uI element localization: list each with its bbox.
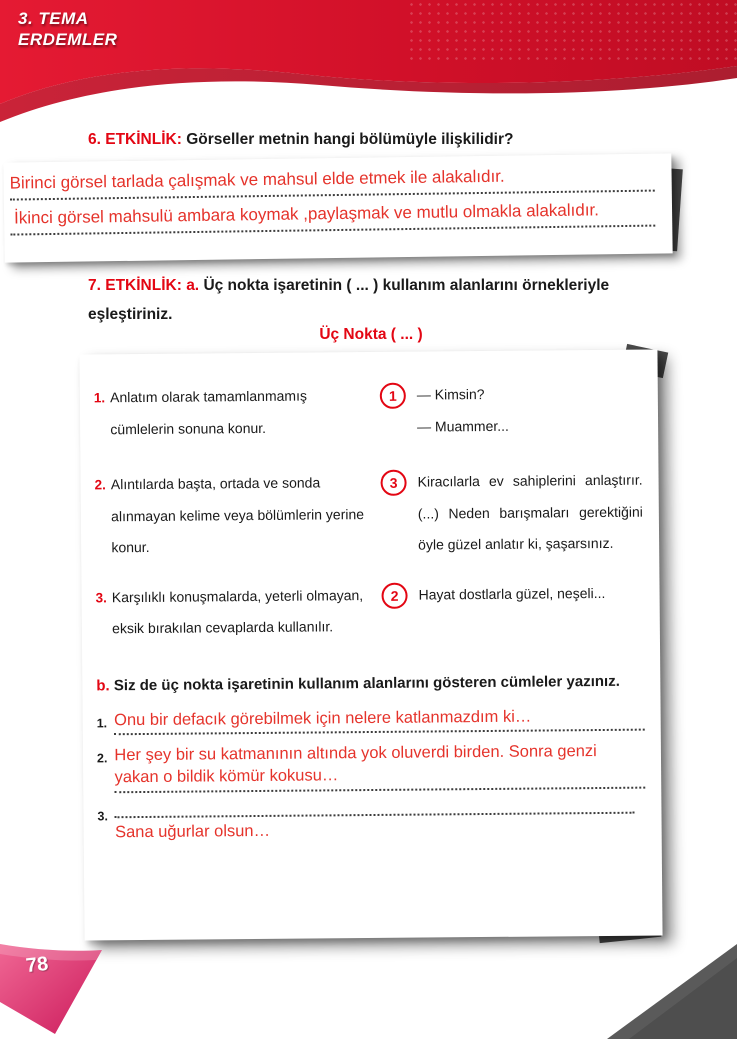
activity6-answer-paper — [3, 153, 672, 262]
answer-below-line — [115, 816, 646, 843]
activity7-label: 7. ETKİNLİK: — [88, 277, 182, 294]
answer-circle: 3 — [380, 470, 406, 496]
part-b-answers — [97, 704, 646, 843]
theme-title: ERDEMLER — [18, 30, 118, 50]
rule-text: Karşılıklı konuşmalarda, yeterli olmayan, eksik bırakılan cevaplarda kullanılır. — [111, 586, 364, 637]
example-line: — Muammer... — [417, 417, 509, 435]
rule-number: 2. — [94, 477, 106, 493]
rule-number: 1. — [93, 390, 106, 406]
activity6-handwritten-answer-1: Birinci görsel tarlada çalışmak ve mahsul elde etmek ile alakalıdır. — [9, 166, 505, 193]
match-row — [94, 465, 643, 564]
dotted-answer-line — [114, 704, 645, 735]
part-b-label: b. — [96, 676, 110, 694]
match-row — [94, 378, 643, 446]
example-text: Hayat dostlarla güzel, neşeli... — [418, 584, 606, 603]
rule-item — [94, 380, 367, 445]
dotted-answer-line — [10, 199, 656, 236]
answer-number: 3. — [97, 808, 108, 823]
example-item — [381, 577, 643, 611]
exercise-box-title: Üç Nokta ( ... ) — [319, 326, 423, 343]
answer-circle: 2 — [381, 582, 407, 608]
rule-item — [95, 580, 368, 645]
activity6-heading — [88, 126, 688, 155]
example-line: — Kimsin? — [416, 386, 485, 403]
activity6-label: 6. ETKİNLİK: — [88, 131, 182, 148]
theme-number: 3. TEMA — [18, 9, 89, 28]
activity7-sub-label: a. — [186, 277, 200, 294]
example-item — [380, 378, 643, 443]
rule-number: 3. — [95, 589, 107, 605]
page-corner-ribbon — [0, 938, 130, 1039]
part-b-heading — [96, 666, 636, 700]
handwritten-answer-3: Sana uğurlar olsun… — [114, 821, 271, 841]
example-text — [417, 379, 509, 443]
activity7-instruction: Üç nokta işaretinin ( ... ) kullanım alanlarını örnekleriyle eşleştiriniz. — [88, 277, 610, 323]
example-item — [380, 465, 643, 562]
activity7-exercise-paper — [79, 349, 662, 940]
activity7-heading — [88, 272, 673, 329]
answer-row — [97, 704, 645, 735]
answer-body — [115, 797, 646, 843]
activity6-question: Görseller metnin hangi bölümüyle ilişkilidir? — [186, 131, 514, 148]
answer-number: 2. — [96, 751, 108, 766]
dotted-answer-line — [115, 797, 635, 818]
rule-item — [94, 467, 367, 564]
match-row — [95, 577, 644, 645]
page-number: 78 — [24, 952, 50, 978]
example-text: Kiracılarla ev sahiplerini anlaştırır. (...) Neden barışmaları gerektiğini öyle güzel anlatır ki, şaşarsınız. — [417, 471, 643, 553]
dotted-answer-line — [114, 740, 645, 793]
part-b-section — [96, 666, 645, 843]
dotted-answer-line — [9, 164, 655, 201]
handwritten-answer-1: Onu bir defacık görebilmek için nelere katlanmazdım ki… — [114, 707, 532, 729]
page-corner-fold — [607, 944, 737, 1039]
part-b-instruction: Siz de üç nokta işaretinin kullanım alanlarını gösteren cümleler yazınız. — [113, 672, 620, 694]
answer-body — [114, 704, 645, 735]
answer-row — [97, 740, 645, 793]
handwritten-answer-2: Her şey bir su katmanının altında yok oluverdi birden. Sonra genzi yakan o bildik kömür kokusu… — [114, 742, 597, 787]
answer-row — [97, 797, 645, 843]
activity6-handwritten-answer-2: İkinci görsel mahsulü ambara koymak ,paylaşmak ve mutlu olmakla alakalıdır. — [13, 200, 600, 228]
rule-text: Anlatım olarak tamamlanmamış cümlelerin sonuna konur. — [110, 387, 307, 437]
answer-number: 1. — [96, 716, 108, 731]
answer-circle: 1 — [380, 383, 406, 409]
rule-text: Alıntılarda başta, ortada ve sonda alınmayan kelime veya bölümlerin yerine konur. — [110, 474, 365, 556]
answer-body — [114, 740, 645, 793]
theme-banner — [18, 8, 117, 51]
